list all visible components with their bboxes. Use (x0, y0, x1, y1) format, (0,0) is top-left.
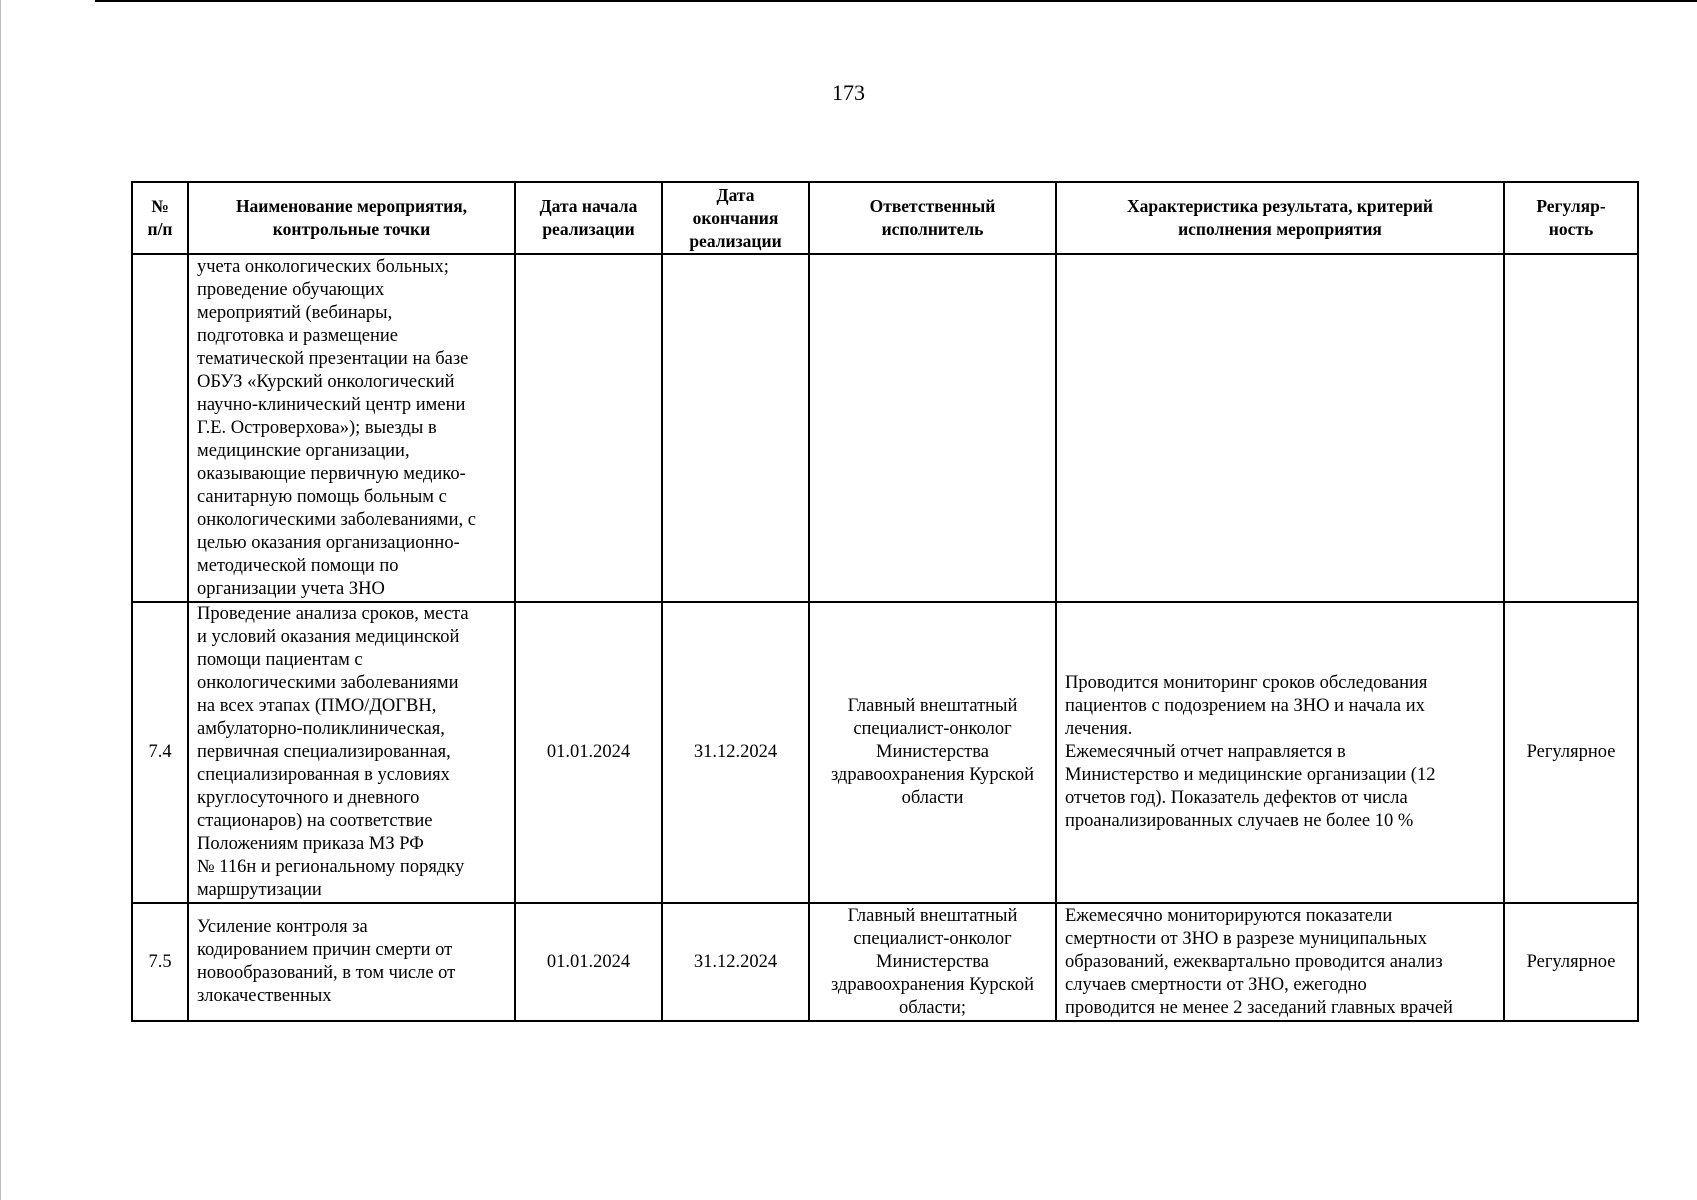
row-end-date: 31.12.2024 (662, 903, 809, 1021)
table-header-row (132, 182, 1638, 254)
row-result: Проводится мониторинг сроков обследования пациентов с подозрением на ЗНО и начала их лечения. Ежемесячный отчет направляется в Министерство и медицинские организации (12 отчетов год). Показатель дефектов от числа проанализированных случаев не более 10 % (1056, 602, 1504, 903)
table-row (132, 602, 1638, 903)
row-num: 7.5 (132, 903, 188, 1021)
activities-table (131, 181, 1639, 1022)
row-result: Ежемесячно мониторируются показатели смертности от ЗНО в разрезе муниципальных образований, ежеквартально проводится анализ случаев смертности от ЗНО, ежегодно проводится не менее 2 заседаний главных врачей (1056, 903, 1504, 1021)
row-responsible: Главный внештатный специалист-онколог Министерства здравоохранения Курской области; (809, 903, 1056, 1021)
header-start-date: Дата начала реализации (515, 182, 662, 254)
row-end-date (662, 254, 809, 602)
page-top-rule (95, 0, 1697, 2)
row-regularity: Регулярное (1504, 602, 1638, 903)
row-regularity (1504, 254, 1638, 602)
row-end-date: 31.12.2024 (662, 602, 809, 903)
row-name: Проведение анализа сроков, места и условий оказания медицинской помощи пациентам с онкологическими заболеваниями на всех этапах (ПМО/ДОГВН, амбулаторно-поликлиническая, первичная специализированная, специализированная в условиях круглосуточного и дневного стационаров) на соответствие Положениям приказа МЗ РФ № 116н и региональному порядку маршрутизации (188, 602, 515, 903)
row-start-date: 01.01.2024 (515, 903, 662, 1021)
table-row (132, 254, 1638, 602)
header-responsible: Ответственный исполнитель (809, 182, 1056, 254)
row-start-date: 01.01.2024 (515, 602, 662, 903)
header-end-date: Дата окончания реализации (662, 182, 809, 254)
row-responsible (809, 254, 1056, 602)
table-row (132, 903, 1638, 1021)
row-regularity: Регулярное (1504, 903, 1638, 1021)
header-num: № п/п (132, 182, 188, 254)
header-name: Наименование мероприятия, контрольные точки (188, 182, 515, 254)
header-regularity: Регуляр- ность (1504, 182, 1638, 254)
row-num (132, 254, 188, 602)
row-start-date (515, 254, 662, 602)
row-name: Усиление контроля за кодированием причин смерти от новообразований, в том числе от злокачественных (188, 903, 515, 1021)
row-responsible: Главный внештатный специалист-онколог Министерства здравоохранения Курской области (809, 602, 1056, 903)
row-num: 7.4 (132, 602, 188, 903)
row-name: учета онкологических больных; проведение обучающих мероприятий (вебинары, подготовка и размещение тематической презентации на базе ОБУЗ «Курский онкологический научно-клинический центр имени Г.Е. Островерхова»); выезды в медицинские организации, оказывающие первичную медико- санитарную помощь больным с онкологическими заболеваниями, с целью оказания организационно- методической помощи по организации учета ЗНО (188, 254, 515, 602)
page-left-edge (0, 0, 1, 1200)
page-number: 173 (832, 80, 865, 105)
header-result: Характеристика результата, критерий исполнения мероприятия (1056, 182, 1504, 254)
row-result (1056, 254, 1504, 602)
